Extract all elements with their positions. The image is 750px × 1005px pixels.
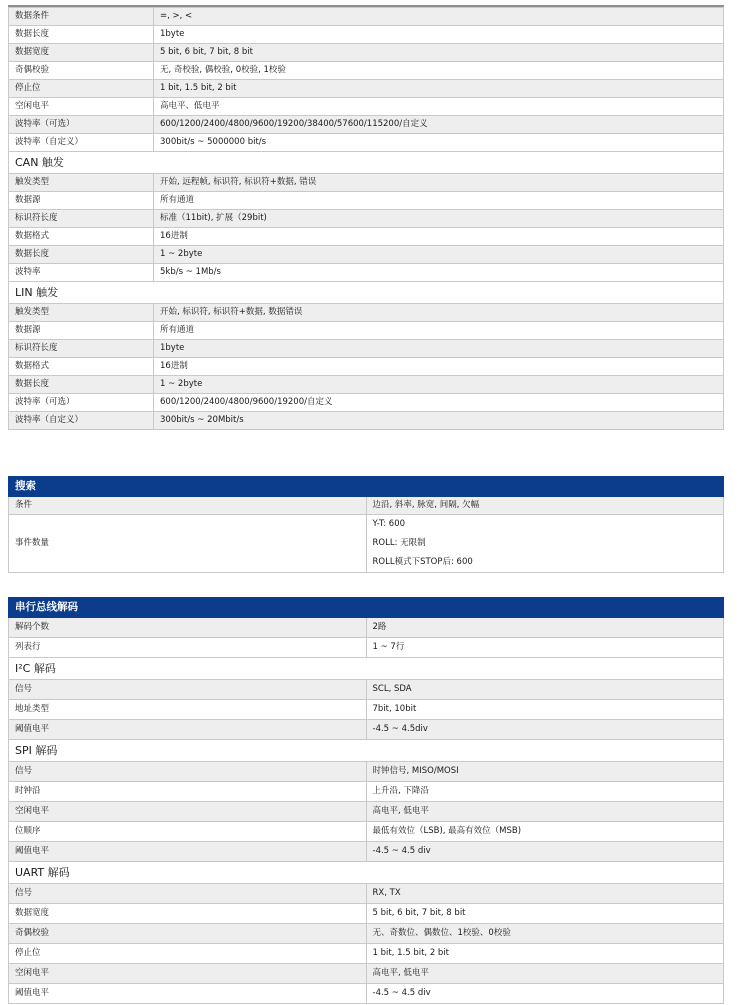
search-spec-table (8, 476, 724, 573)
trigger-spec-table (8, 7, 724, 430)
spec-label: 阈值电平 (9, 984, 367, 1004)
spec-value: 2路 (366, 618, 724, 638)
spec-value: 16进制 (154, 358, 724, 376)
spec-row (9, 8, 724, 26)
spec-value-line: ROLL: 无限制 (372, 538, 426, 548)
spec-label: 位顺序 (9, 822, 367, 842)
spec-value-line: Y-T: 600 (372, 519, 406, 529)
spec-row (9, 376, 724, 394)
spec-value: 16进制 (154, 228, 724, 246)
spec-value: -4.5 ~ 4.5 div (366, 984, 724, 1004)
spec-label: 空闲电平 (9, 98, 154, 116)
spec-row (9, 884, 724, 904)
spec-row (9, 358, 724, 376)
spec-row (9, 412, 724, 430)
spec-row (9, 964, 724, 984)
section-subtitle-row (9, 152, 724, 174)
section-header-row (9, 598, 724, 618)
spec-value: 300bit/s ~ 20Mbit/s (154, 412, 724, 430)
spec-label: 触发类型 (9, 304, 154, 322)
spec-row (9, 904, 724, 924)
spec-label: 数据格式 (9, 228, 154, 246)
spec-label: 列表行 (9, 638, 367, 658)
spec-value: 5 bit, 6 bit, 7 bit, 8 bit (366, 904, 724, 924)
spec-label: 标识符长度 (9, 210, 154, 228)
section-subtitle: I²C 解码 (9, 658, 724, 680)
spec-row (9, 924, 724, 944)
spec-label: 数据宽度 (9, 44, 154, 62)
serial-decode-table (8, 597, 724, 1004)
spec-row (9, 822, 724, 842)
spec-label: 信号 (9, 884, 367, 904)
spec-value: 所有通道 (154, 192, 724, 210)
can-trigger-rows (9, 152, 724, 282)
spec-label: 波特率 (9, 264, 154, 282)
spec-value: 无、奇数位、偶数位、1校验、0校验 (366, 924, 724, 944)
spec-row (9, 984, 724, 1004)
section-subtitle-row (9, 282, 724, 304)
spi-decode-rows (9, 740, 724, 862)
spec-value: 无, 奇校验, 偶校验, 0校验, 1校验 (154, 62, 724, 80)
spec-label: 标识符长度 (9, 340, 154, 358)
spec-row (9, 515, 724, 573)
spec-row (9, 116, 724, 134)
spec-row (9, 680, 724, 700)
spec-row (9, 246, 724, 264)
spec-row (9, 322, 724, 340)
spec-label: 停止位 (9, 944, 367, 964)
spec-value: 1 ~ 2byte (154, 376, 724, 394)
section-subtitle-row (9, 658, 724, 680)
spec-label: 停止位 (9, 80, 154, 98)
spec-value: 高电平, 低电平 (366, 964, 724, 984)
spec-label: 波特率（可选） (9, 394, 154, 412)
spec-label: 地址类型 (9, 700, 367, 720)
section-subtitle: SPI 解码 (9, 740, 724, 762)
spec-label: 空闲电平 (9, 964, 367, 984)
spec-value: 开始, 标识符, 标识符+数据, 数据错误 (154, 304, 724, 322)
spec-row (9, 802, 724, 822)
spec-label: 触发类型 (9, 174, 154, 192)
spec-label: 空闲电平 (9, 802, 367, 822)
spec-row (9, 62, 724, 80)
spec-value: -4.5 ~ 4.5 div (366, 842, 724, 862)
spec-label: 数据宽度 (9, 904, 367, 924)
spec-label: 数据长度 (9, 376, 154, 394)
section-header-row (9, 477, 724, 497)
spec-value: 1 ~ 2byte (154, 246, 724, 264)
spec-row (9, 944, 724, 964)
spec-label: 奇偶校验 (9, 62, 154, 80)
section-subtitle: UART 解码 (9, 862, 724, 884)
spec-row (9, 264, 724, 282)
spec-value: 1 ~ 7行 (366, 638, 724, 658)
spec-value: 高电平, 低电平 (366, 802, 724, 822)
spec-row (9, 98, 724, 116)
spec-value: 5kb/s ~ 1Mb/s (154, 264, 724, 282)
spec-label: 数据源 (9, 192, 154, 210)
spec-value: 时钟信号, MISO/MOSI (366, 762, 724, 782)
spec-value: 所有通道 (154, 322, 724, 340)
spec-value: RX, TX (366, 884, 724, 904)
spec-value-multiline (366, 515, 724, 573)
spec-value: 上升沿, 下降沿 (366, 782, 724, 802)
spec-label: 事件数量 (9, 515, 367, 573)
spec-value: 300bit/s ~ 5000000 bit/s (154, 134, 724, 152)
section-header: 搜索 (9, 477, 724, 497)
spec-row (9, 842, 724, 862)
spec-value: 600/1200/2400/4800/9600/19200/38400/57600/115200/自定义 (154, 116, 724, 134)
spec-value: 1 bit, 1.5 bit, 2 bit (154, 80, 724, 98)
spec-value: 最低有效位（LSB), 最高有效位（MSB) (366, 822, 724, 842)
spec-label: 时钟沿 (9, 782, 367, 802)
spec-row (9, 700, 724, 720)
spec-label: 波特率（自定义） (9, 134, 154, 152)
lin-trigger-rows (9, 282, 724, 430)
spec-label: 数据源 (9, 322, 154, 340)
spec-value-line: ROLL模式下STOP后: 600 (372, 557, 473, 567)
spec-row (9, 192, 724, 210)
serial-decode-spec-table (8, 597, 724, 1004)
spec-row (9, 618, 724, 638)
spec-value: 开始, 远程帧, 标识符, 标识符+数据, 错误 (154, 174, 724, 192)
i2c-decode-rows (9, 658, 724, 740)
spec-value: 5 bit, 6 bit, 7 bit, 8 bit (154, 44, 724, 62)
spec-value: 600/1200/2400/4800/9600/19200/自定义 (154, 394, 724, 412)
spec-row (9, 340, 724, 358)
spec-value: 7bit, 10bit (366, 700, 724, 720)
spec-row (9, 80, 724, 98)
spec-label: 解码个数 (9, 618, 367, 638)
spec-label: 信号 (9, 762, 367, 782)
uart-decode-rows (9, 862, 724, 1004)
search-table (8, 476, 724, 573)
spec-row (9, 720, 724, 740)
spec-value: 边沿, 斜率, 脉宽, 间隔, 欠幅 (366, 497, 724, 515)
serial-decode-general-rows (9, 598, 724, 658)
spec-value: 标准（11bit), 扩展（29bit) (154, 210, 724, 228)
spec-value: 高电平、低电平 (154, 98, 724, 116)
section-header: 串行总线解码 (9, 598, 724, 618)
spec-value: =, >, < (154, 8, 724, 26)
section-subtitle-row (9, 862, 724, 884)
spec-value: 1byte (154, 340, 724, 358)
spec-label: 信号 (9, 680, 367, 700)
spec-row (9, 638, 724, 658)
spec-label: 数据格式 (9, 358, 154, 376)
spec-label: 波特率（自定义） (9, 412, 154, 430)
spec-value: 1byte (154, 26, 724, 44)
spec-row (9, 26, 724, 44)
spec-label: 数据条件 (9, 8, 154, 26)
spec-row (9, 44, 724, 62)
spec-row (9, 782, 724, 802)
uart-trigger-rows (9, 8, 724, 152)
section-subtitle-row (9, 740, 724, 762)
spec-value: 1 bit, 1.5 bit, 2 bit (366, 944, 724, 964)
spec-label: 波特率（可选） (9, 116, 154, 134)
spec-value: SCL, SDA (366, 680, 724, 700)
spec-label: 阈值电平 (9, 842, 367, 862)
spec-row (9, 497, 724, 515)
spec-row (9, 762, 724, 782)
spec-label: 数据长度 (9, 26, 154, 44)
section-subtitle: CAN 触发 (9, 152, 724, 174)
trigger-table (8, 7, 724, 430)
spec-row (9, 134, 724, 152)
spec-label: 数据长度 (9, 246, 154, 264)
spec-row (9, 210, 724, 228)
spec-row (9, 394, 724, 412)
spec-row (9, 174, 724, 192)
spec-label: 条件 (9, 497, 367, 515)
spec-row (9, 304, 724, 322)
spec-row (9, 228, 724, 246)
spec-label: 阈值电平 (9, 720, 367, 740)
spec-value: -4.5 ~ 4.5div (366, 720, 724, 740)
section-subtitle: LIN 触发 (9, 282, 724, 304)
spec-label: 奇偶校验 (9, 924, 367, 944)
